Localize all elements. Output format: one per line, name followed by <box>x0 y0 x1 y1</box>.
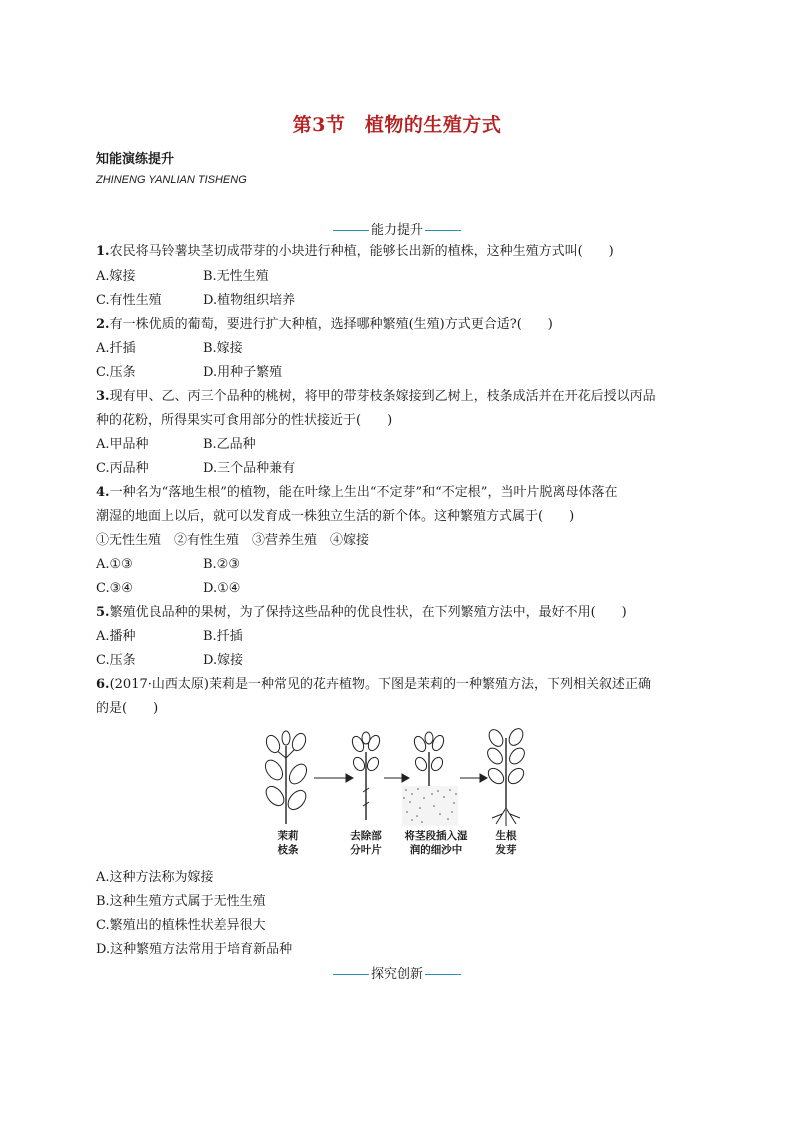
cutting-process-illustration <box>262 728 532 828</box>
figure-caption-2 <box>344 829 388 857</box>
question-5 <box>96 601 627 625</box>
arrow-icon <box>460 774 487 782</box>
option-a: A.①③ <box>96 557 133 572</box>
question-number: 1. <box>96 244 110 259</box>
question-4-continued: 潮湿的地面上以后，就可以发育成一株独立生活的新个体。这种繁殖方式属于( ) <box>96 509 575 524</box>
option-a: A.甲品种 <box>96 437 149 452</box>
option-c: C.③④ <box>96 581 133 596</box>
question-text: 一种名为“落地生根”的植物，能在叶缘上生出“不定芽”和“不定根”，当叶片脱离母体落在 <box>109 485 618 500</box>
question-3-continued: 种的花粉，所得果实可食用部分的性状接近于( ) <box>96 413 393 428</box>
option-a: A.嫁接 <box>96 269 136 284</box>
propagation-figure <box>262 728 532 858</box>
question-number: 4. <box>96 485 110 500</box>
option-a: A.扦插 <box>96 341 136 356</box>
caption-line: 枝条 <box>277 844 299 856</box>
option-d: D.嫁接 <box>203 653 244 668</box>
option-d: D.用种子繁殖 <box>203 365 283 380</box>
section-subtitle: 知能演练提升 <box>96 152 175 167</box>
question-text: 有一株优质的葡萄，要进行扩大种植，选择哪种繁殖(生殖)方式更合适?( ) <box>109 317 553 332</box>
option-d: D.植物组织培养 <box>203 293 296 308</box>
trimmed-cutting-drawing <box>350 732 382 820</box>
option-b: B.嫁接 <box>203 341 243 356</box>
page-title: 第3节 植物的生殖方式 <box>292 114 502 136</box>
caption-line: 去除部 <box>350 830 382 842</box>
question-1 <box>96 240 614 264</box>
section-heading-ability <box>0 219 794 238</box>
question-number: 3. <box>96 389 110 404</box>
question-number: 2. <box>96 317 110 332</box>
arrow-icon <box>384 774 409 782</box>
option-b: B.无性生殖 <box>203 269 269 284</box>
question-text: 现有甲、乙、丙三个品种的桃树，将甲的带芽枝条嫁接到乙树上，枝条成活并在开花后授以丙品 <box>109 389 656 404</box>
question-4 <box>96 481 617 505</box>
rooted-plant-drawing <box>485 728 528 826</box>
option-d: D.这种繁殖方法常用于培育新品种 <box>96 942 293 957</box>
arrow-icon <box>314 774 353 782</box>
jasmine-branch-drawing <box>262 731 310 824</box>
section-heading-label: 能力提升 <box>370 223 423 238</box>
option-b: B.乙品种 <box>203 437 256 452</box>
question-text: (2017·山西太原)茉莉是一种常见的花卉植物。下图是茉莉的一种繁殖方法，下列相关叙述正确 <box>109 677 651 692</box>
question-4-choices: ①无性生殖 ②有性生殖 ③营养生殖 ④嫁接 <box>96 533 370 548</box>
question-text: 农民将马铃薯块茎切成带芽的小块进行种植，能够长出新的植株，这种生殖方式叫( ) <box>109 244 614 259</box>
divider <box>425 230 461 231</box>
section-heading-explore <box>0 963 794 982</box>
option-c: C.繁殖出的植株性状差异很大 <box>96 918 266 933</box>
figure-caption-4 <box>484 829 528 857</box>
caption-line: 分叶片 <box>350 844 382 856</box>
option-c: C.有性生殖 <box>96 293 162 308</box>
divider <box>333 974 369 975</box>
divider <box>425 974 461 975</box>
option-a: A.播种 <box>96 629 136 644</box>
caption-line: 润的细沙中 <box>409 844 463 856</box>
option-d: D.①④ <box>203 581 241 596</box>
section-subtitle-pinyin: ZHINENG YANLIAN TISHENG <box>96 174 247 186</box>
option-a: A.这种方法称为嫁接 <box>96 870 214 885</box>
option-c: C.压条 <box>96 365 136 380</box>
question-6 <box>96 673 651 697</box>
caption-line: 发芽 <box>495 844 517 856</box>
section-heading-label: 探究创新 <box>370 967 423 982</box>
option-c: C.压条 <box>96 653 136 668</box>
divider <box>333 230 369 231</box>
question-2 <box>96 313 553 337</box>
option-c: C.丙品种 <box>96 461 149 476</box>
caption-line: 生根 <box>495 830 517 842</box>
question-number: 6. <box>96 677 110 692</box>
sand-texture <box>402 786 458 826</box>
caption-line: 茉莉 <box>277 830 299 842</box>
figure-caption-3 <box>396 829 476 857</box>
option-b: B.②③ <box>203 557 240 572</box>
option-d: D.三个品种兼有 <box>203 461 296 476</box>
caption-line: 将茎段插入湿 <box>404 830 468 842</box>
question-3 <box>96 385 656 409</box>
figure-caption-1 <box>270 829 306 857</box>
question-text: 繁殖优良品种的果树，为了保持这些品种的优良性状，在下列繁殖方法中，最好不用( ) <box>109 605 627 620</box>
question-number: 5. <box>96 605 110 620</box>
option-b: B.这种生殖方式属于无性生殖 <box>96 894 266 909</box>
question-6-continued: 的是( ) <box>96 701 159 716</box>
option-b: B.扦插 <box>203 629 243 644</box>
